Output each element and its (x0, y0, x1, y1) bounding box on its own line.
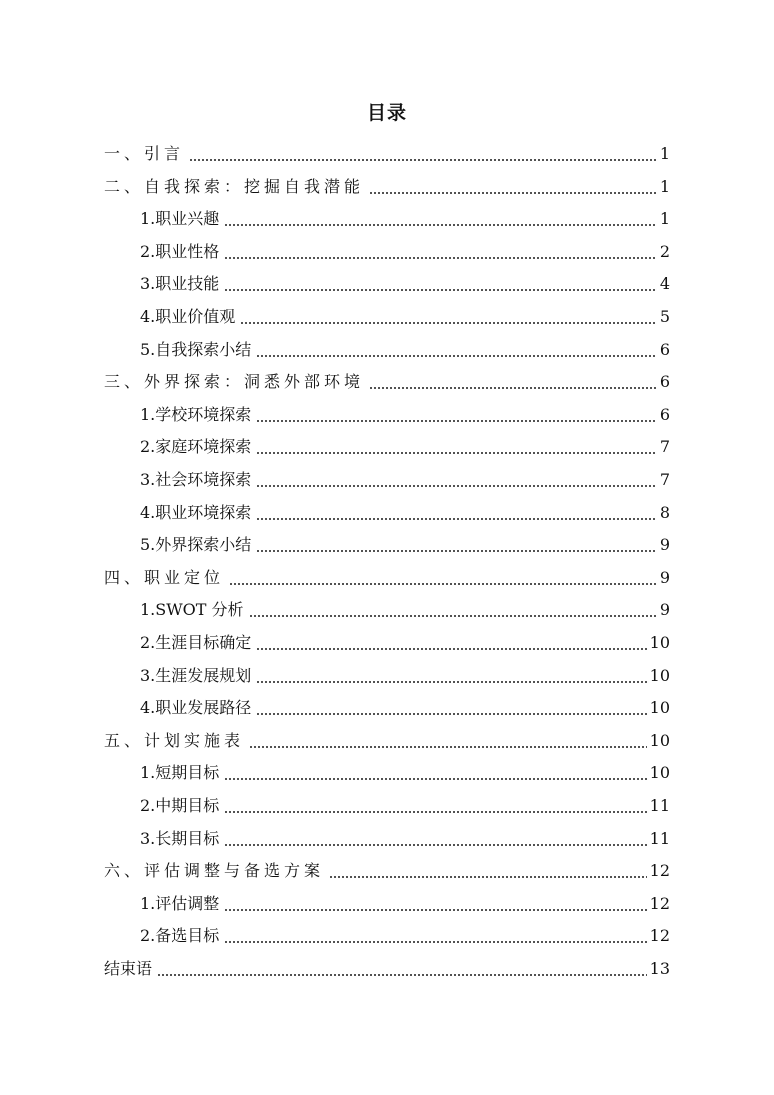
toc-entry-page-number: 10 (649, 633, 670, 652)
toc-entry-page-number: 11 (649, 828, 670, 848)
toc-entry-page-number: 10 (649, 665, 670, 685)
toc-entry[interactable] (140, 239, 670, 265)
toc-entry-label: 4.职业价值观 (140, 307, 236, 326)
toc-entry-label: 2.中期目标 (140, 796, 220, 815)
toc-entry[interactable] (104, 141, 670, 167)
toc-entry[interactable] (140, 793, 670, 819)
toc-entry-page-number: 1 (659, 176, 670, 196)
toc-entry-label: 3.长期目标 (140, 828, 220, 848)
toc-entry-page-number: 11 (649, 796, 670, 815)
toc-entry-page-number: 10 (649, 730, 670, 750)
dot-leader (157, 974, 647, 976)
toc-entry-page-number: 6 (659, 404, 670, 424)
toc-entry-label: 一、引言 (104, 144, 185, 163)
toc-entry[interactable] (104, 174, 670, 200)
toc-entry-label: 四、职业定位 (104, 567, 225, 587)
toc-entry-page-number: 12 (649, 893, 670, 913)
toc-entry[interactable] (140, 304, 670, 330)
toc-entry[interactable] (140, 206, 670, 232)
toc-entry-page-number: 8 (659, 502, 670, 522)
dot-leader (224, 941, 646, 943)
dot-leader (224, 844, 646, 846)
toc-entry-page-number: 6 (659, 372, 670, 392)
toc-entry-label: 1.SWOT 分析 (140, 600, 244, 620)
toc-entry[interactable] (140, 760, 670, 786)
toc-entry-page-number: 1 (659, 209, 670, 229)
dot-leader (256, 550, 657, 552)
toc-entry-label: 2.生涯目标确定 (140, 633, 252, 652)
dot-leader (224, 224, 657, 226)
toc-entry-label: 2.职业性格 (140, 241, 220, 261)
toc-entry-label: 4.职业环境探索 (140, 502, 252, 522)
toc-entry-label: 1.学校环境探索 (140, 404, 252, 424)
toc-entry-page-number: 9 (659, 567, 670, 587)
toc-entry-label: 4.职业发展路径 (140, 698, 252, 718)
dot-leader (256, 355, 657, 357)
toc-entry-label: 三、外界探索：洞悉外部环境 (104, 372, 365, 392)
toc-entry-label: 2.备选目标 (140, 926, 220, 946)
toc-entry-page-number: 7 (659, 470, 670, 489)
toc-entry-label: 5.自我探索小结 (140, 339, 252, 359)
dot-leader (369, 387, 657, 389)
dot-leader (240, 322, 657, 324)
toc-entry-page-number: 9 (659, 600, 670, 620)
toc-entry[interactable] (140, 337, 670, 363)
dot-leader (249, 615, 657, 617)
toc-entry[interactable] (140, 695, 670, 721)
dot-leader (224, 257, 657, 259)
toc-entry-page-number: 12 (649, 861, 670, 881)
toc-entry[interactable] (104, 565, 670, 591)
dot-leader (229, 583, 657, 585)
dot-leader (256, 681, 646, 683)
dot-leader (224, 811, 646, 813)
dot-leader (249, 746, 647, 748)
dot-leader (256, 713, 646, 715)
toc-entry-label: 六、评估调整与备选方案 (104, 861, 325, 881)
dot-leader (224, 778, 646, 780)
dot-leader (256, 452, 657, 454)
toc-entry-label: 5.外界探索小结 (140, 535, 252, 555)
toc-entry[interactable] (140, 532, 670, 558)
toc-entry[interactable] (104, 858, 670, 884)
toc-entry[interactable] (140, 434, 670, 460)
dot-leader (224, 909, 646, 911)
toc-entry[interactable] (140, 923, 670, 949)
toc-entry-page-number: 10 (649, 763, 670, 783)
toc-entry-label: 2.家庭环境探索 (140, 437, 252, 457)
dot-leader (329, 876, 647, 878)
dot-leader (369, 192, 657, 194)
toc-entry-page-number: 4 (659, 274, 670, 294)
toc-entry-label: 五、计划实施表 (104, 730, 245, 750)
toc-entry-page-number: 10 (649, 698, 670, 718)
dot-leader (256, 420, 657, 422)
toc-entry-label: 1.评估调整 (140, 893, 220, 913)
dot-leader (189, 159, 657, 161)
toc-entry[interactable] (140, 597, 670, 623)
toc-entry-label: 1.职业兴趣 (140, 209, 220, 229)
dot-leader (256, 485, 657, 487)
toc-entry-label: 3.职业技能 (140, 274, 220, 294)
toc-entry[interactable] (140, 271, 670, 297)
toc-entry-page-number: 1 (659, 144, 670, 163)
toc-entry[interactable] (140, 500, 670, 526)
toc-entry-label: 二、自我探索：挖掘自我潜能 (104, 176, 365, 196)
toc-entry-page-number: 2 (659, 241, 670, 261)
toc-entry-label: 结束语 (104, 959, 153, 978)
toc-entry[interactable] (140, 663, 670, 689)
toc-entry-page-number: 9 (659, 535, 670, 555)
toc-entry[interactable] (104, 369, 670, 395)
toc-entry[interactable] (140, 826, 670, 852)
toc-entry[interactable] (140, 467, 670, 493)
toc-entry[interactable] (140, 402, 670, 428)
toc-entry-label: 1.短期目标 (140, 763, 220, 783)
toc-entry[interactable] (104, 956, 670, 982)
dot-leader (256, 648, 646, 650)
toc-entry-page-number: 7 (659, 437, 670, 457)
page-title: 目录 (366, 102, 407, 124)
toc-entry[interactable] (140, 630, 670, 656)
toc-entry-label: 3.生涯发展规划 (140, 665, 252, 685)
dot-leader (224, 289, 657, 291)
toc-entry-page-number: 5 (659, 307, 670, 326)
toc-entry-label: 3.社会环境探索 (140, 470, 252, 489)
toc-entry[interactable] (140, 891, 670, 917)
toc-entry-page-number: 6 (659, 339, 670, 359)
toc-entry-page-number: 13 (649, 959, 670, 978)
toc-entry-page-number: 12 (649, 926, 670, 946)
toc-entry[interactable] (104, 728, 670, 754)
dot-leader (256, 518, 657, 520)
